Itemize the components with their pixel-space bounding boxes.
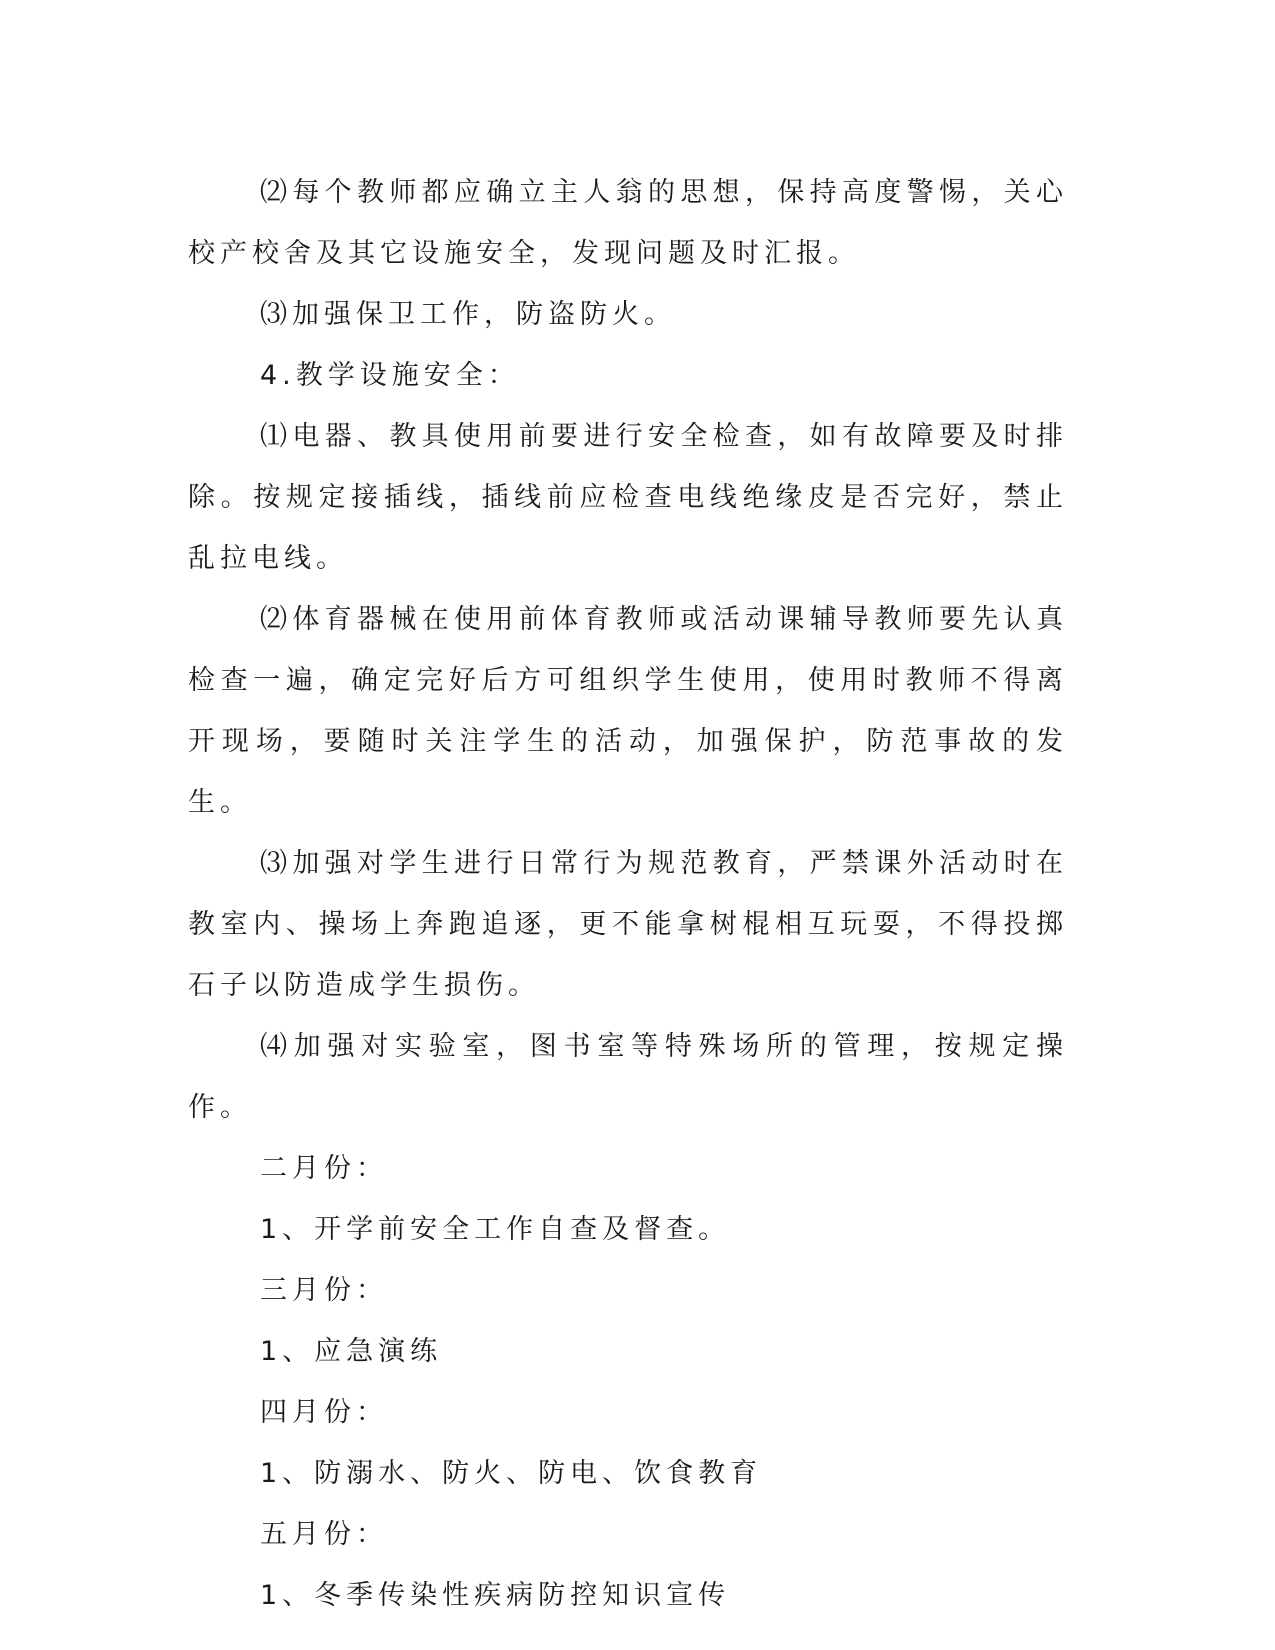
paragraph-teacher-responsibility: ⑵每个教师都应确立主人翁的思想，保持高度警惕，关心校产校舍及其它设施安全，发现问题及时汇报。 bbox=[188, 177, 1068, 269]
paragraph-sports-equipment: ⑵体育器械在使用前体育教师或活动课辅导教师要先认真检查一遍，确定完好后方可组织学生使用，使用时教师不得离开现场，要随时关注学生的活动，加强保护，防范事故的发生。 bbox=[188, 604, 1068, 818]
month-heading-may: 五月份： bbox=[260, 1519, 388, 1550]
month-heading-march: 三月份： bbox=[260, 1275, 388, 1306]
month-heading-april: 四月份： bbox=[260, 1397, 388, 1428]
paragraph-special-rooms: ⑷加强对实验室，图书室等特殊场所的管理，按规定操作。 bbox=[188, 1031, 1068, 1123]
paragraph-security-work: ⑶加强保卫工作，防盗防火。 bbox=[260, 299, 676, 330]
april-item: 1、防溺水、防火、防电、饮食教育 bbox=[260, 1458, 763, 1489]
february-item: 1、开学前安全工作自查及督查。 bbox=[260, 1214, 731, 1245]
heading-teaching-facilities-safety: 4.教学设施安全： bbox=[260, 360, 520, 391]
paragraph-electrical-safety: ⑴电器、教具使用前要进行安全检查，如有故障要及时排除。按规定接插线，插线前应检查电线绝缘皮是否完好，禁止乱拉电线。 bbox=[188, 421, 1068, 574]
march-item: 1、应急演练 bbox=[260, 1336, 443, 1367]
document-body bbox=[188, 162, 1068, 1626]
paragraph-behavior-education: ⑶加强对学生进行日常行为规范教育，严禁课外活动时在教室内、操场上奔跑追逐，更不能拿树棍相互玩耍，不得投掷石子以防造成学生损伤。 bbox=[188, 848, 1068, 1001]
month-heading-february: 二月份： bbox=[260, 1153, 388, 1184]
may-item: 1、冬季传染性疾病防控知识宣传 bbox=[260, 1580, 731, 1611]
